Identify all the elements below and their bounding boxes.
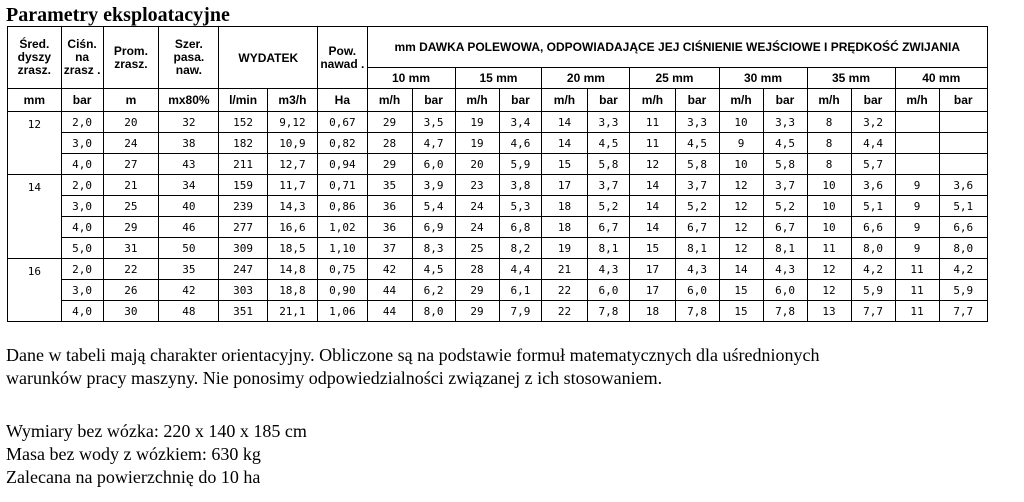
table-cell: 13 [807,301,851,322]
table-cell: 19 [455,133,499,154]
table-cell: 10 [807,196,851,217]
table-cell: 17 [630,280,675,301]
table-cell: 19 [455,112,499,133]
table-cell: 6,7 [763,217,807,238]
table-cell: 8,1 [675,238,719,259]
table-cell: 14,3 [267,196,317,217]
table-cell: 239 [219,196,267,217]
table-cell: 12 [719,196,763,217]
parameters-table [7,26,988,322]
table-row [8,196,988,217]
table-row [8,175,988,196]
table-cell: 43 [159,154,219,175]
area-text: Zalecana na powierzchnię do 10 ha [6,467,261,487]
table-cell: 12 [719,238,763,259]
table-cell: 5,9 [499,154,542,175]
table-cell: 4,3 [675,259,719,280]
unit-cell: bar [675,89,719,112]
table-row [8,280,988,301]
table-cell: 17 [542,175,587,196]
table-cell: 36 [367,196,412,217]
table-cell: 6,0 [587,280,630,301]
table-cell: 5,9 [939,280,987,301]
table-cell: 5,2 [675,196,719,217]
table-cell: 44 [367,301,412,322]
table-cell: 10 [719,154,763,175]
unit-cell: mx80% [159,89,219,112]
table-cell [939,154,987,175]
table-row [8,112,988,133]
table-cell: 20 [103,112,159,133]
table-cell: 25 [455,238,499,259]
table-cell: 4,2 [939,259,987,280]
table-row [8,301,988,322]
table-cell: 10 [719,112,763,133]
table-cell: 3,5 [412,112,455,133]
table-cell: 3,3 [763,112,807,133]
unit-cell: m [103,89,159,112]
table-cell: 9,12 [267,112,317,133]
unit-cell: m/h [455,89,499,112]
table-cell: 5,9 [851,280,895,301]
table-cell: 12 [719,217,763,238]
table-cell: 34 [159,175,219,196]
table-cell: 5,0 [61,238,103,259]
table-row [8,133,988,154]
table-cell: 24 [455,217,499,238]
table-cell: 6,0 [763,280,807,301]
table-cell: 3,2 [851,112,895,133]
table-cell: 9 [895,175,939,196]
unit-cell: Ha [318,89,367,112]
table-cell: 182 [219,133,267,154]
table-cell: 4,0 [61,217,103,238]
table-cell: 0,90 [318,280,367,301]
table-cell: 29 [367,112,412,133]
table-cell: 6,6 [939,217,987,238]
unit-cell: bar [61,89,103,112]
table-cell: 159 [219,175,267,196]
nozzle-diameter-cell: 12 [8,112,62,175]
table-cell [895,112,939,133]
table-cell: 8,3 [412,238,455,259]
page-title: Parametry eksploatacyjne [6,4,230,26]
table-row [8,238,988,259]
header-dose: mm DAWKA POLEWOWA, ODPOWIADAJĄCE JEJ CIŚNIENIE WEJŚCIOWE I PRĘDKOŚĆ ZWIJANIA [367,27,987,68]
table-cell: 8,0 [939,238,987,259]
table-cell: 14 [542,112,587,133]
table-cell: 18,5 [267,238,317,259]
table-cell: 10 [807,175,851,196]
table-cell: 22 [542,280,587,301]
table-cell: 4,3 [587,259,630,280]
table-cell: 19 [542,238,587,259]
table-cell: 21 [103,175,159,196]
table-cell: 309 [219,238,267,259]
unit-cell: bar [939,89,987,112]
table-cell: 6,2 [412,280,455,301]
table-cell: 5,2 [763,196,807,217]
table-cell: 18 [542,217,587,238]
table-cell: 24 [455,196,499,217]
unit-cell: m/h [630,89,675,112]
table-cell: 14 [630,217,675,238]
table-cell: 4,5 [675,133,719,154]
dimensions-text: Wymiary bez wózka: 220 x 140 x 185 cm [6,421,307,441]
header-flow: WYDATEK [219,27,318,89]
table-cell: 14 [630,196,675,217]
table-cell: 0,75 [318,259,367,280]
table-cell: 5,1 [851,196,895,217]
table-cell: 15 [630,238,675,259]
table-cell: 211 [219,154,267,175]
table-cell: 11 [807,238,851,259]
table-cell: 5,8 [587,154,630,175]
table-cell: 6,0 [675,280,719,301]
table-cell: 15 [719,301,763,322]
table-cell: 4,5 [587,133,630,154]
unit-cell: bar [587,89,630,112]
table-cell: 48 [159,301,219,322]
dose-column-header: 15 mm [455,68,542,89]
table-cell: 32 [159,112,219,133]
table-cell: 3,6 [851,175,895,196]
table-cell [939,133,987,154]
table-cell: 12 [807,280,851,301]
table-cell: 7,7 [939,301,987,322]
table-cell: 36 [367,217,412,238]
table-cell: 35 [159,259,219,280]
header-pressure: Ciśn. na zrasz . [61,27,103,89]
table-cell: 14 [630,175,675,196]
table-cell: 1,10 [318,238,367,259]
table-cell: 5,3 [499,196,542,217]
table-cell: 11 [630,133,675,154]
table-cell: 6,8 [499,217,542,238]
table-cell: 21 [542,259,587,280]
table-cell: 351 [219,301,267,322]
table-cell: 31 [103,238,159,259]
dose-column-header: 30 mm [719,68,807,89]
table-cell: 3,9 [412,175,455,196]
table-cell: 277 [219,217,267,238]
table-cell: 4,4 [499,259,542,280]
unit-cell: m/h [542,89,587,112]
nozzle-diameter-cell: 16 [8,259,62,322]
table-cell: 3,0 [61,133,103,154]
table-cell: 6,7 [675,217,719,238]
table-cell: 12 [630,154,675,175]
table-cell: 7,8 [587,301,630,322]
table-cell: 4,5 [763,133,807,154]
table-cell: 4,0 [61,301,103,322]
table-cell: 38 [159,133,219,154]
dose-column-header: 20 mm [542,68,630,89]
table-row [8,154,988,175]
table-cell: 7,9 [499,301,542,322]
table-cell: 3,7 [763,175,807,196]
table-cell: 29 [367,154,412,175]
table-cell: 17 [630,259,675,280]
table-cell: 24 [103,133,159,154]
table-cell: 14 [719,259,763,280]
table-cell: 4,3 [763,259,807,280]
unit-cell: bar [499,89,542,112]
header-range: Prom. zrasz. [103,27,159,89]
table-cell: 40 [159,196,219,217]
table-cell: 303 [219,280,267,301]
table-cell: 29 [455,280,499,301]
table-cell [895,133,939,154]
table-cell: 50 [159,238,219,259]
table-cell: 5,1 [939,196,987,217]
table-cell: 0,82 [318,133,367,154]
table-cell: 42 [159,280,219,301]
table-cell: 5,2 [587,196,630,217]
table-cell: 2,0 [61,259,103,280]
table-cell: 8,1 [763,238,807,259]
table-cell: 3,7 [675,175,719,196]
table-cell: 247 [219,259,267,280]
footer-note [6,344,820,390]
unit-cell: l/min [219,89,267,112]
table-cell: 3,3 [587,112,630,133]
dose-column-header: 40 mm [895,68,987,89]
table-cell: 8,0 [851,238,895,259]
table-cell: 4,2 [851,259,895,280]
table-cell: 9 [895,196,939,217]
table-cell [895,154,939,175]
table-cell: 11 [895,301,939,322]
unit-cell: bar [763,89,807,112]
table-cell: 35 [367,175,412,196]
table-cell: 7,8 [675,301,719,322]
table-cell: 2,0 [61,175,103,196]
table-cell: 0,67 [318,112,367,133]
table-cell: 5,8 [675,154,719,175]
table-cell: 7,7 [851,301,895,322]
table-cell: 5,7 [851,154,895,175]
header-area: Pow. nawad . [318,27,367,89]
table-cell: 1,02 [318,217,367,238]
table-cell: 29 [455,301,499,322]
table-cell: 12,7 [267,154,317,175]
table-cell: 6,9 [412,217,455,238]
table-cell: 9 [895,217,939,238]
table-cell: 8 [807,154,851,175]
table-cell: 5,8 [763,154,807,175]
table-cell: 37 [367,238,412,259]
table-cell: 25 [103,196,159,217]
table-cell: 23 [455,175,499,196]
table-cell: 15 [542,154,587,175]
table-cell: 15 [719,280,763,301]
table-cell: 6,7 [587,217,630,238]
table-cell: 3,8 [499,175,542,196]
table-cell: 8,2 [499,238,542,259]
table-cell: 22 [542,301,587,322]
dose-column-header: 35 mm [807,68,895,89]
table-cell: 3,0 [61,196,103,217]
unit-cell: m/h [367,89,412,112]
table-cell [939,112,987,133]
table-cell: 11 [895,280,939,301]
table-cell: 4,6 [499,133,542,154]
table-cell: 2,0 [61,112,103,133]
table-cell: 10 [807,217,851,238]
unit-cell: m3/h [267,89,317,112]
table-cell: 4,4 [851,133,895,154]
table-cell: 3,4 [499,112,542,133]
table-cell: 28 [455,259,499,280]
units-row [8,89,988,112]
table-cell: 14 [542,133,587,154]
table-cell: 42 [367,259,412,280]
table-cell: 27 [103,154,159,175]
header-diameter: Śred. dyszy zrasz. [8,27,62,89]
table-cell: 6,0 [412,154,455,175]
unit-cell: mm [8,89,62,112]
dose-column-header: 25 mm [630,68,719,89]
mass-text: Masa bez wody z wózkiem: 630 kg [6,444,261,464]
table-cell: 6,1 [499,280,542,301]
unit-cell: m/h [719,89,763,112]
table-cell: 12 [807,259,851,280]
nozzle-diameter-cell: 14 [8,175,62,259]
unit-cell: bar [851,89,895,112]
table-cell: 0,71 [318,175,367,196]
table-cell: 8,0 [412,301,455,322]
note-line: warunków pracy maszyny. Nie ponosimy odpowiedzialności związanej z ich stosowaniem. [6,368,663,388]
table-cell: 28 [367,133,412,154]
table-cell: 0,86 [318,196,367,217]
table-body [8,112,988,322]
table-cell: 7,8 [763,301,807,322]
table-cell: 12 [719,175,763,196]
table-cell: 3,0 [61,280,103,301]
footer-specs [6,420,307,489]
table-cell: 20 [455,154,499,175]
table-cell: 3,6 [939,175,987,196]
table-cell: 14,8 [267,259,317,280]
table-cell: 26 [103,280,159,301]
table-cell: 1,06 [318,301,367,322]
table-cell: 4,7 [412,133,455,154]
table-cell: 22 [103,259,159,280]
table-cell: 18,8 [267,280,317,301]
unit-cell: bar [412,89,455,112]
table-cell: 9 [895,238,939,259]
dose-column-header: 10 mm [367,68,455,89]
table-cell: 8 [807,133,851,154]
note-line: Dane w tabeli mają charakter orientacyjny. Obliczone są na podstawie formuł matematycznych dla uśrednionych [6,345,820,365]
table-cell: 21,1 [267,301,317,322]
header-width: Szer. pasa. naw. [159,27,219,89]
table-cell: 152 [219,112,267,133]
table-cell: 3,7 [587,175,630,196]
table-cell: 4,0 [61,154,103,175]
table-cell: 6,6 [851,217,895,238]
table-cell: 16,6 [267,217,317,238]
table-cell: 30 [103,301,159,322]
table-row [8,217,988,238]
table-cell: 9 [719,133,763,154]
table-cell: 44 [367,280,412,301]
table-cell: 18 [630,301,675,322]
table-cell: 18 [542,196,587,217]
table-cell: 11,7 [267,175,317,196]
unit-cell: m/h [807,89,851,112]
unit-cell: m/h [895,89,939,112]
table-row [8,259,988,280]
table-cell: 0,94 [318,154,367,175]
table-cell: 10,9 [267,133,317,154]
table-cell: 4,5 [412,259,455,280]
table-cell: 46 [159,217,219,238]
table-cell: 5,4 [412,196,455,217]
table-cell: 3,3 [675,112,719,133]
table-cell: 29 [103,217,159,238]
table-cell: 11 [895,259,939,280]
table-cell: 11 [630,112,675,133]
table-cell: 8,1 [587,238,630,259]
table-cell: 8 [807,112,851,133]
